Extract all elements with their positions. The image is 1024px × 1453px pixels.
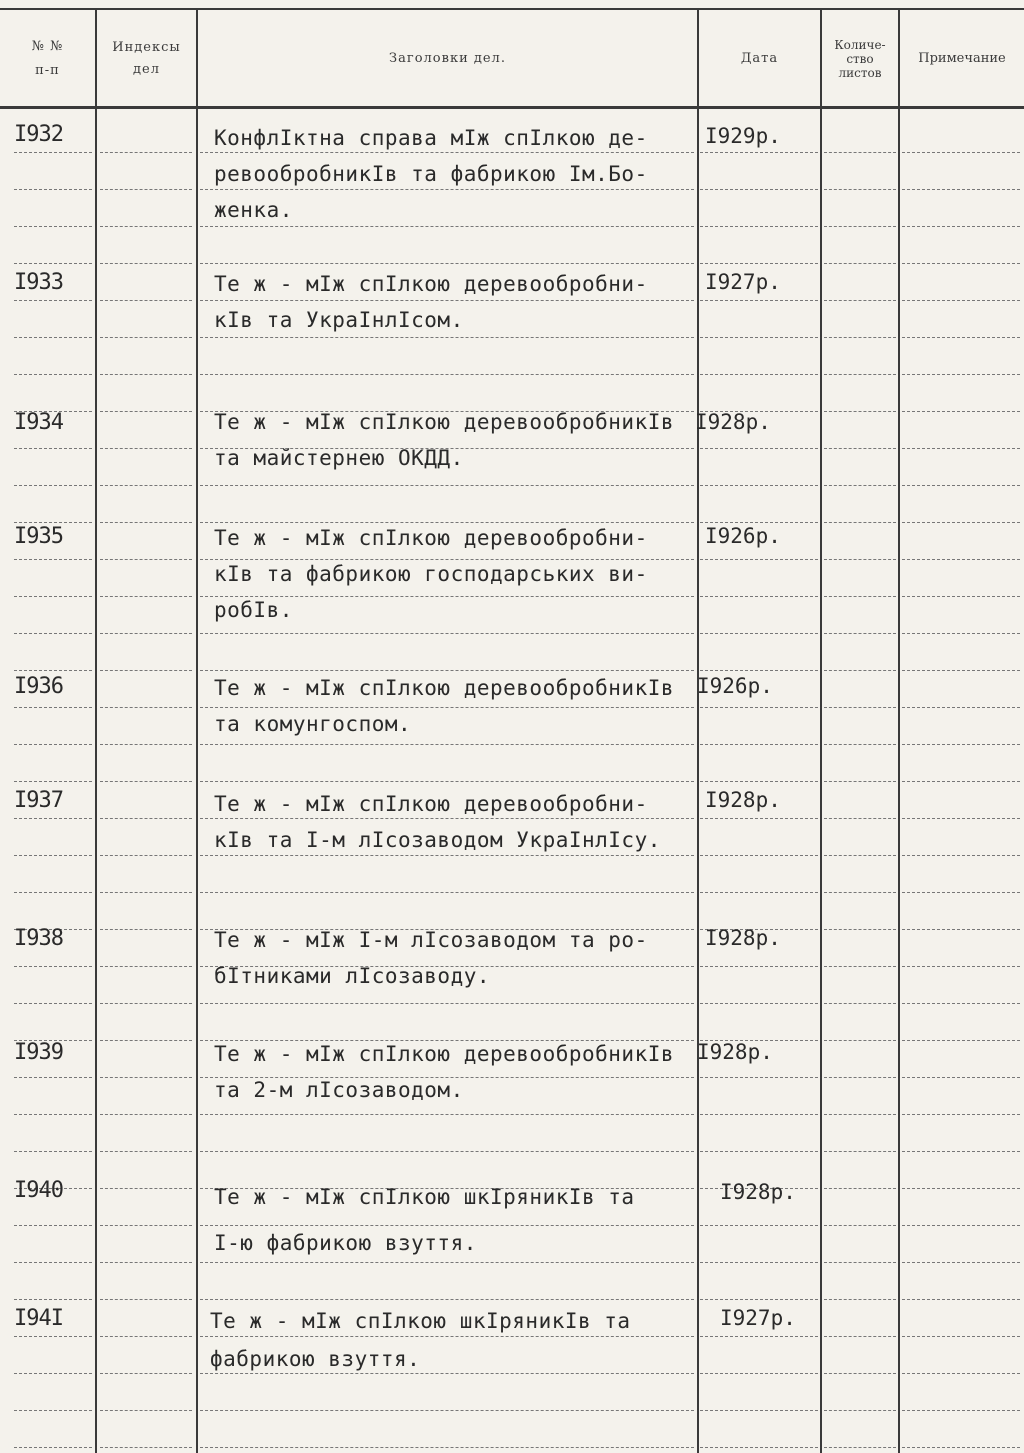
- ruling-line: [14, 189, 92, 191]
- header-note-text: Примечание: [918, 51, 1006, 66]
- ruling-line: [902, 892, 1020, 894]
- ruling-line: [902, 448, 1020, 450]
- ruling-line: [200, 1410, 694, 1412]
- ruling-line: [902, 1225, 1020, 1227]
- header-sheets-line1: Количе-: [834, 38, 886, 52]
- header-date-text: Дата: [740, 51, 779, 66]
- ruling-line: [824, 485, 896, 487]
- ruling-line: [100, 1410, 192, 1412]
- record-date: I927р.: [705, 270, 781, 294]
- ruling-line: [700, 300, 818, 302]
- record-date: I928р.: [697, 1040, 773, 1064]
- ruling-line: [14, 781, 92, 783]
- record-title: Те ж - мIж I-м лIсозаводом та ро- бIтниками лIсозаводу.: [214, 928, 648, 988]
- ruling-line: [14, 744, 92, 746]
- record-date: I926р.: [705, 524, 781, 548]
- record-date: I927р.: [720, 1306, 796, 1330]
- record-number: I938: [14, 926, 63, 951]
- ruling-line: [100, 1040, 192, 1042]
- ruling-line: [100, 929, 192, 931]
- ruling-line: [824, 633, 896, 635]
- record-number: I937: [14, 788, 63, 813]
- column-divider: [196, 8, 198, 1453]
- ruling-line: [100, 189, 192, 191]
- ruling-line: [200, 263, 694, 265]
- ruling-line: [100, 1077, 192, 1079]
- ruling-line: [700, 1225, 818, 1227]
- ruling-line: [100, 522, 192, 524]
- ruling-line: [824, 781, 896, 783]
- ruling-line: [14, 818, 92, 820]
- ruling-line: [700, 1447, 818, 1449]
- ruling-line: [14, 263, 92, 265]
- record-number: I933: [14, 270, 63, 295]
- ruling-line: [824, 152, 896, 154]
- ruling-line: [700, 781, 818, 783]
- ruling-line: [100, 152, 192, 154]
- ruling-line: [700, 1336, 818, 1338]
- ruling-line: [700, 892, 818, 894]
- ruling-line: [100, 781, 192, 783]
- ruling-line: [200, 633, 694, 635]
- ruling-line: [902, 559, 1020, 561]
- header-title-text: Заголовки дел.: [389, 51, 506, 66]
- ruling-line: [824, 1151, 896, 1153]
- ruling-line: [824, 1336, 896, 1338]
- ruling-line: [200, 485, 694, 487]
- ruling-line: [902, 300, 1020, 302]
- header-separator: [0, 106, 1024, 109]
- record-date: I928р.: [705, 788, 781, 812]
- ruling-line: [824, 1225, 896, 1227]
- ruling-line: [14, 337, 92, 339]
- ruling-line: [700, 707, 818, 709]
- record-title: Те ж - мIж спIлкою деревообробни- кIв та фабрикою господарських ви- робIв.: [214, 526, 648, 622]
- record-date: I929р.: [705, 124, 781, 148]
- ruling-line: [100, 1299, 192, 1301]
- ruling-line: [200, 1151, 694, 1153]
- ruling-line: [902, 929, 1020, 931]
- ruling-line: [100, 1188, 192, 1190]
- ruling-line: [14, 1336, 92, 1338]
- ruling-line: [14, 1373, 92, 1375]
- ruling-line: [14, 1151, 92, 1153]
- column-divider: [697, 8, 699, 1453]
- ruling-line: [902, 1336, 1020, 1338]
- ruling-line: [100, 707, 192, 709]
- record-number: I935: [14, 524, 63, 549]
- ruling-line: [824, 670, 896, 672]
- ruling-line: [902, 1262, 1020, 1264]
- header-note: [900, 14, 1024, 104]
- ruling-line: [14, 300, 92, 302]
- ruling-line: [824, 1373, 896, 1375]
- ruling-line: [824, 1040, 896, 1042]
- ruling-line: [14, 1447, 92, 1449]
- ruling-line: [200, 781, 694, 783]
- ruling-line: [902, 374, 1020, 376]
- ruling-line: [200, 374, 694, 376]
- ruling-line: [824, 411, 896, 413]
- ruling-line: [902, 263, 1020, 265]
- record-title: Те ж - мIж спIлкою деревообробникIв та комунгоспом.: [214, 676, 675, 736]
- ruling-line: [902, 411, 1020, 413]
- ruling-line: [14, 485, 92, 487]
- record-date: I926р.: [697, 674, 773, 698]
- ruling-line: [100, 374, 192, 376]
- ruling-line: [902, 1410, 1020, 1412]
- record-number: I94I: [14, 1306, 63, 1331]
- ruling-line: [902, 226, 1020, 228]
- ruling-line: [700, 263, 818, 265]
- ruling-line: [902, 1447, 1020, 1449]
- ruling-line: [824, 374, 896, 376]
- column-divider: [95, 8, 97, 1453]
- ruling-line: [902, 966, 1020, 968]
- ruling-line: [14, 448, 92, 450]
- ruling-line: [902, 189, 1020, 191]
- record-number: I936: [14, 674, 63, 699]
- ruling-line: [700, 485, 818, 487]
- ruling-line: [824, 855, 896, 857]
- ruling-line: [100, 818, 192, 820]
- header-index: [97, 14, 196, 104]
- record-title: Те ж - мIж спIлкою деревообробни- кIв та I-м лIсозаводом УкраIнлIсу.: [214, 792, 661, 852]
- ruling-line: [100, 966, 192, 968]
- ruling-line: [100, 1373, 192, 1375]
- record-number: I934: [14, 410, 63, 435]
- ruling-line: [902, 1003, 1020, 1005]
- ruling-line: [14, 1410, 92, 1412]
- ruling-line: [824, 300, 896, 302]
- record-number: I932: [14, 122, 63, 147]
- ruling-line: [100, 1151, 192, 1153]
- ruling-line: [100, 448, 192, 450]
- ruling-line: [100, 744, 192, 746]
- ruling-line: [14, 670, 92, 672]
- header-date: [699, 14, 820, 104]
- ruling-line: [824, 744, 896, 746]
- ruling-line: [14, 596, 92, 598]
- ruling-line: [824, 1410, 896, 1412]
- ruling-line: [100, 670, 192, 672]
- ruling-line: [14, 966, 92, 968]
- ruling-line: [14, 1003, 92, 1005]
- ruling-line: [902, 1151, 1020, 1153]
- ruling-line: [902, 1040, 1020, 1042]
- column-divider: [820, 8, 822, 1453]
- ruling-line: [14, 226, 92, 228]
- ruling-line: [902, 485, 1020, 487]
- ruling-line: [700, 633, 818, 635]
- ruling-line: [700, 226, 818, 228]
- ruling-line: [902, 1188, 1020, 1190]
- record-date: I928р.: [720, 1180, 796, 1204]
- ruling-line: [902, 781, 1020, 783]
- ruling-line: [824, 1447, 896, 1449]
- ruling-line: [100, 1003, 192, 1005]
- ruling-line: [700, 818, 818, 820]
- record-number: I939: [14, 1040, 63, 1065]
- ruling-line: [100, 1114, 192, 1116]
- header-sheets-line2: ство: [846, 52, 874, 66]
- ruling-line: [700, 1262, 818, 1264]
- record-title: Те ж - мIж спIлкою шкIряникIв та фабрикою взуття.: [210, 1309, 631, 1371]
- ruling-line: [100, 855, 192, 857]
- ruling-line: [700, 1114, 818, 1116]
- ruling-line: [824, 707, 896, 709]
- ruling-line: [902, 1114, 1020, 1116]
- ruling-line: [824, 189, 896, 191]
- ruling-line: [100, 485, 192, 487]
- ruling-line: [14, 1114, 92, 1116]
- ruling-line: [200, 1447, 694, 1449]
- ruling-line: [902, 337, 1020, 339]
- ruling-line: [200, 1114, 694, 1116]
- ruling-line: [100, 1447, 192, 1449]
- ruling-line: [700, 189, 818, 191]
- ruling-line: [14, 1262, 92, 1264]
- ruling-line: [902, 522, 1020, 524]
- header-index-line1: Индексы: [112, 40, 181, 55]
- record-date: I928р.: [705, 926, 781, 950]
- ruling-line: [100, 1262, 192, 1264]
- ruling-line: [200, 1003, 694, 1005]
- record-title: КонфлIктна справа мIж спIлкою де- ревообробникIв та фабрикою Iм.Бо- женка.: [214, 126, 648, 222]
- ruling-line: [14, 1225, 92, 1227]
- record-title: Те ж - мIж спIлкою деревообробни- кIв та УкраIнлIсом.: [214, 272, 648, 332]
- header-index-line2: дел: [133, 62, 160, 77]
- ruling-line: [902, 633, 1020, 635]
- ruling-line: [824, 892, 896, 894]
- ruling-line: [824, 1077, 896, 1079]
- record-title: Те ж - мIж спIлкою деревообробникIв та 2-м лIсозаводом.: [214, 1042, 675, 1102]
- ruling-line: [200, 1299, 694, 1301]
- ruling-line: [902, 744, 1020, 746]
- ruling-line: [700, 152, 818, 154]
- ruling-line: [14, 892, 92, 894]
- ruling-line: [700, 1151, 818, 1153]
- ruling-line: [700, 1299, 818, 1301]
- ruling-line: [824, 1262, 896, 1264]
- ruling-line: [700, 1410, 818, 1412]
- ruling-line: [824, 559, 896, 561]
- ruling-line: [824, 818, 896, 820]
- ruling-line: [824, 1114, 896, 1116]
- ruling-line: [100, 300, 192, 302]
- ruling-line: [700, 670, 818, 672]
- ruling-line: [200, 744, 694, 746]
- ruling-line: [100, 633, 192, 635]
- ruling-line: [824, 448, 896, 450]
- ruling-line: [824, 1003, 896, 1005]
- ruling-line: [824, 522, 896, 524]
- header-title: [198, 14, 697, 104]
- column-divider: [898, 8, 900, 1453]
- ruling-line: [700, 1077, 818, 1079]
- ruling-line: [902, 152, 1020, 154]
- ruling-line: [14, 855, 92, 857]
- ruling-line: [824, 929, 896, 931]
- ruling-line: [902, 670, 1020, 672]
- ruling-line: [100, 1336, 192, 1338]
- ruling-line: [14, 374, 92, 376]
- ruling-line: [902, 1077, 1020, 1079]
- ruling-line: [100, 263, 192, 265]
- ruling-line: [700, 337, 818, 339]
- ruling-line: [902, 1299, 1020, 1301]
- ruling-line: [14, 559, 92, 561]
- ruling-line: [902, 1373, 1020, 1375]
- ruling-line: [824, 337, 896, 339]
- ruling-line: [902, 818, 1020, 820]
- ruling-line: [14, 1299, 92, 1301]
- ruling-line: [902, 707, 1020, 709]
- ruling-line: [824, 226, 896, 228]
- ruling-line: [100, 411, 192, 413]
- ruling-line: [100, 596, 192, 598]
- ruling-line: [100, 226, 192, 228]
- ruling-line: [14, 633, 92, 635]
- ruling-line: [14, 152, 92, 154]
- ruling-line: [700, 966, 818, 968]
- ruling-line: [700, 855, 818, 857]
- ruling-line: [100, 337, 192, 339]
- top-border: [0, 8, 1024, 10]
- ruling-line: [824, 263, 896, 265]
- ruling-line: [824, 1299, 896, 1301]
- ruling-line: [700, 744, 818, 746]
- header-number-line2: п-п: [35, 63, 60, 78]
- ruling-line: [700, 1003, 818, 1005]
- record-title: Те ж - мIж спIлкою деревообробникIв та майстернею ОКДД.: [214, 410, 675, 470]
- ruling-line: [902, 855, 1020, 857]
- ruling-line: [100, 1225, 192, 1227]
- ruling-line: [700, 448, 818, 450]
- record-date: I928р.: [695, 410, 771, 434]
- header-sheets: [822, 14, 898, 104]
- record-title: Те ж - мIж спIлкою шкIряникIв та I-ю фабрикою взуття.: [214, 1185, 635, 1255]
- ruling-line: [100, 559, 192, 561]
- ruling-line: [14, 707, 92, 709]
- header-number-line1: № №: [31, 39, 64, 54]
- ruling-line: [824, 966, 896, 968]
- ruling-line: [700, 374, 818, 376]
- ruling-line: [200, 892, 694, 894]
- ruling-line: [902, 596, 1020, 598]
- ruling-line: [700, 1373, 818, 1375]
- ruling-line: [700, 559, 818, 561]
- header-number: [0, 14, 95, 104]
- record-number: I940: [14, 1178, 63, 1203]
- header-sheets-line3: листов: [838, 66, 882, 80]
- ruling-line: [824, 596, 896, 598]
- ruling-line: [14, 1077, 92, 1079]
- ruling-line: [700, 596, 818, 598]
- ruling-line: [100, 892, 192, 894]
